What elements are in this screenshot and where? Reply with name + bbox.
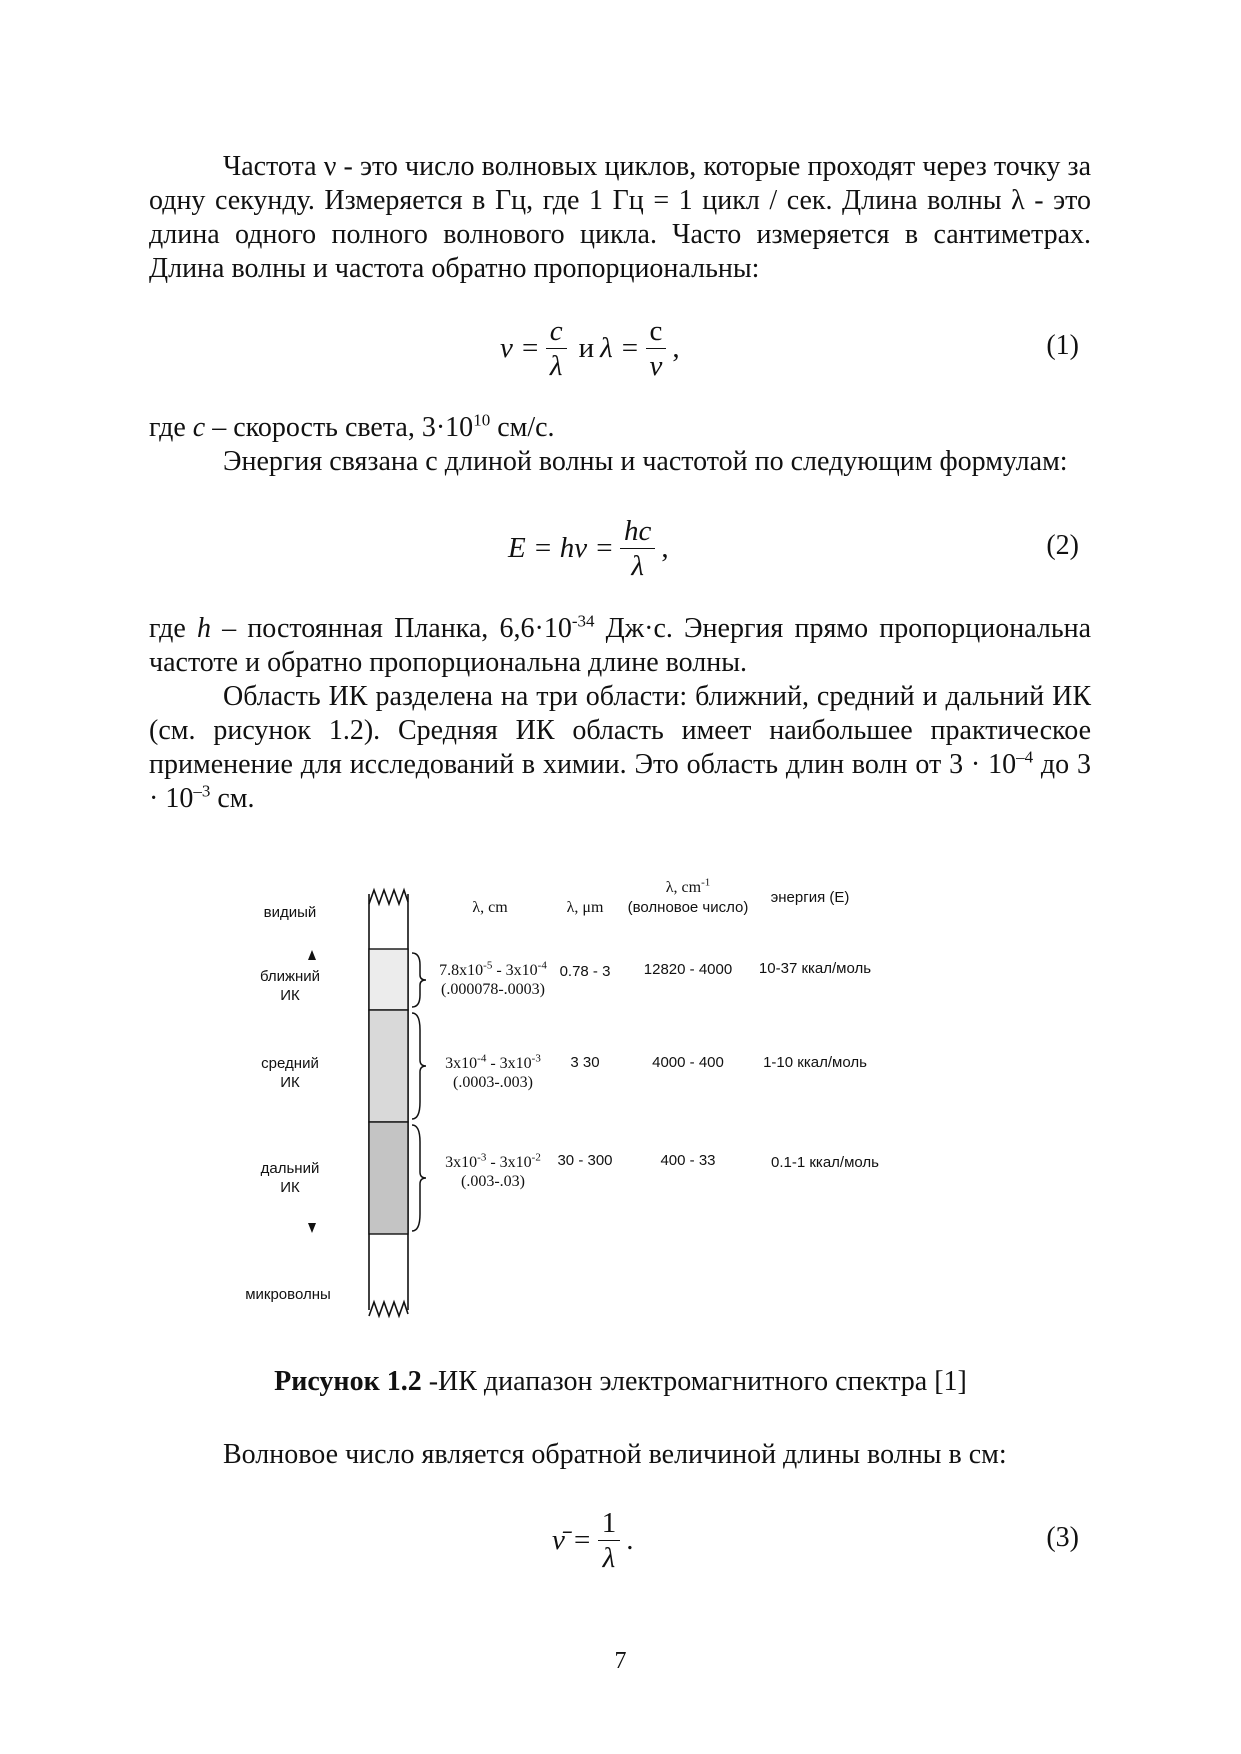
exponent: -1 (701, 876, 711, 889)
paragraph-wavenumber-text: Волновое число является обратной величиной длины волны в см: (223, 1439, 1007, 1470)
label-mid-ir-line1: средний (261, 1055, 319, 1072)
text-run: Область ИК разделена на три области: ближний, средний и дальний ИК (см. рисунок 1.2). Средняя ИК область имеет наибольшее практическое применение для исследований в химии. Это область длин волн от 3 · 10 (149, 681, 1091, 780)
paragraph-frequency-text: Частота ν - это число волновых циклов, которые проходят через точку за одну секунду. Измеряется в Гц, где 1 Гц = 1 цикл / сек. Длина волны λ - это длина одного полного волнового цикла. Часто измеряется в (149, 151, 1091, 250)
label-mid-ir (245, 1054, 335, 1092)
equation-3-body (552, 1508, 633, 1573)
text-run: где (149, 412, 193, 443)
zigzag-top (369, 890, 408, 904)
text-run: – постоянная Планка, 6,6·10 (210, 613, 572, 644)
equation-1-body (500, 316, 680, 381)
label-far-ir-line2: ИК (280, 1179, 300, 1196)
spectrum-bar-graphic (255, 870, 1015, 1340)
row-mid-um: 3 30 (570, 1054, 600, 1071)
equation-1-number: (1) (1046, 330, 1079, 361)
arrow-up (308, 950, 316, 960)
label-near-ir-line1: ближний (259, 968, 321, 985)
text-run: до 3 · 10 (149, 749, 1092, 814)
paragraph-speed-of-light (149, 411, 1091, 445)
cm-range-end: - 3x10 (486, 1154, 532, 1171)
label-mid-ir-line2: ИК (280, 1074, 300, 1091)
paragraph-energy-intro-text: Энергия связана с длиной волны и частотой по следующим формулам: (223, 446, 1068, 477)
exponent: -3 (477, 1151, 487, 1164)
fraction-denominator: λ (602, 1542, 616, 1574)
cm-range-end: - 3x10 (492, 962, 538, 979)
fraction-numerator: c (546, 316, 567, 349)
cm-range-start: 3x10 (445, 1154, 478, 1171)
fraction-numerator: 1 (598, 1508, 621, 1541)
fraction-denominator: λ (549, 350, 563, 382)
exponent: -5 (483, 959, 493, 972)
exponent: –4 (1016, 747, 1034, 767)
label-far-ir (245, 1159, 335, 1197)
label-far-ir-line1: дальний (260, 1160, 320, 1177)
equation-1-lhs: ν = (500, 332, 540, 364)
text-run: см/с. (490, 412, 555, 443)
cm-range-decimal: (.0003-.003) (453, 1074, 533, 1091)
text-run: см. (210, 783, 255, 814)
exponent: -4 (537, 959, 547, 972)
cm-range-decimal: (.003-.03) (461, 1173, 525, 1190)
fraction-numerator: hc (620, 516, 655, 549)
fraction-numerator: c (646, 316, 667, 349)
exponent: -34 (571, 611, 595, 631)
exponent: -4 (477, 1052, 487, 1065)
equation-2-tail: , (661, 532, 669, 564)
label-microwaves: микроволны (245, 1286, 331, 1303)
paragraph-frequency (149, 150, 1091, 286)
cm-range-decimal: (.000078-.0003) (441, 981, 545, 998)
header-wavenumber-unit: λ, cm (665, 879, 702, 896)
arrow-down (308, 1223, 316, 1233)
zigzag-bottom (369, 1302, 408, 1316)
header-lambda-um: λ, μm (566, 899, 604, 916)
row-mid-wavenumber: 4000 - 400 (652, 1054, 724, 1071)
label-visible: видиый (263, 904, 317, 921)
exponent: –3 (193, 781, 211, 801)
exponent: 10 (473, 410, 491, 430)
fraction-denominator: λ (631, 550, 644, 582)
equation-2-body (508, 516, 669, 581)
page-number: 7 (614, 1648, 627, 1674)
paragraph-planck (149, 612, 1091, 680)
row-near-wavenumber: 12820 - 4000 (643, 961, 733, 978)
equation-3-number: (3) (1046, 1522, 1079, 1553)
equation-1-tail: , (672, 332, 680, 364)
header-energy: энергия (E) (770, 889, 850, 906)
header-lambda-cm: λ, cm (472, 899, 508, 916)
region-near-ir (369, 949, 408, 1010)
region-far-ir (369, 1122, 408, 1234)
row-far-wavenumber: 400 - 33 (660, 1152, 716, 1169)
label-near-ir-line2: ИК (280, 987, 300, 1004)
text-run: где (149, 613, 197, 644)
row-far-energy: 0.1-1 ккал/моль (771, 1154, 879, 1171)
figure-caption-label: Рисунок 1.2 (274, 1366, 422, 1397)
figure-caption-text: -ИК диапазон электромагнитного спектра [1] (421, 1366, 967, 1397)
paragraph-ir-regions (149, 680, 1091, 816)
variable-c: c (192, 412, 206, 443)
figure-caption (0, 1366, 1241, 1398)
equation-1-fraction-a (546, 316, 567, 381)
variable-h: h (196, 613, 211, 644)
equation-3-tail: . (626, 1524, 634, 1556)
text-run: Дж·с. Энергия прямо пропорциональна частоте и обратно пропорциональна длине волны. (149, 613, 1092, 678)
cm-range-start: 3x10 (445, 1055, 478, 1072)
equation-3-fraction (598, 1508, 621, 1573)
exponent: -2 (531, 1151, 541, 1164)
ir-spectrum-figure (245, 870, 1015, 1340)
exponent: -3 (531, 1052, 541, 1065)
equation-2-fraction (620, 516, 655, 581)
row-near-energy: 10-37 ккал/моль (758, 960, 872, 977)
label-near-ir (245, 967, 335, 1005)
cm-range-start: 7.8x10 (439, 962, 484, 979)
paragraph-frequency-tail: сантиметрах. Длина волны и частота обратно пропорциональны: (149, 219, 1092, 284)
text-run: – скорость света, 3·10 (205, 412, 474, 443)
header-wavenumber (623, 878, 753, 918)
equation-1-fraction-b (646, 316, 667, 381)
cm-range-end: - 3x10 (486, 1055, 532, 1072)
equation-1-conjunction: и (578, 332, 595, 364)
equation-2-number: (2) (1046, 530, 1079, 561)
paragraph-wavenumber (149, 1438, 1091, 1472)
equation-1-lhs2: λ = (600, 332, 640, 364)
equation-2-lhs: E = hν = (508, 532, 614, 564)
region-mid-ir (369, 1010, 408, 1122)
paragraph-energy-intro (149, 445, 1091, 479)
row-far-um: 30 - 300 (557, 1152, 613, 1169)
row-mid-energy: 1-10 ккал/моль (763, 1054, 867, 1071)
header-wavenumber-note: (волновое число) (627, 899, 749, 916)
row-near-um: 0.78 - 3 (559, 963, 611, 980)
fraction-denominator: ν (649, 350, 663, 382)
equation-3-lhs: ν̄ = (552, 1524, 592, 1556)
